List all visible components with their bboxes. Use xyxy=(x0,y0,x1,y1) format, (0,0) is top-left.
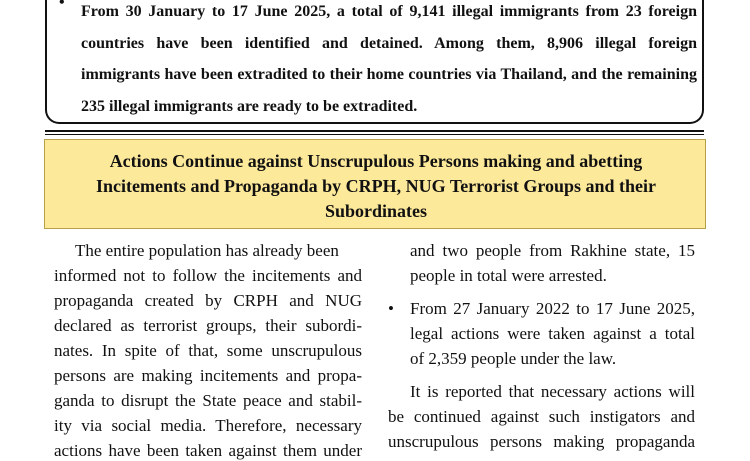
top-bullet-box xyxy=(45,0,704,124)
top-bullet-text: From 30 January to 17 June 2025, a total of 9,141 illegal immigrants from 23 foreign countries have been identified and detained. Among them, 8,906 illegal foreign immigrants have been extradited to their home countries via Thailand, and the remaining 235 illegal immigrants are ready to be extradited. xyxy=(81,3,697,115)
paragraph-line: unscrupulous persons making propaganda xyxy=(388,432,695,451)
paragraph-line: nates. In spite of that, some unscrupulous xyxy=(54,341,362,360)
bullet-marker: • xyxy=(388,299,394,318)
headline-line-1: Actions Continue against Unscrupulous Persons making and abetting xyxy=(109,151,643,171)
headline-box xyxy=(44,139,706,229)
paragraph-line: people in total were arrested. xyxy=(410,266,607,285)
paragraph-line: and two people from Rakhine state, 15 xyxy=(410,241,695,260)
bullet-line: From 27 January 2022 to 17 June 2025, xyxy=(410,299,695,318)
paragraph-line: actions have been taken against them under xyxy=(54,441,362,460)
paragraph-line: declared as terrorist groups, their subordi- xyxy=(54,316,362,335)
divider-thick xyxy=(45,130,704,132)
bullet-line: of 2,359 people under the law. xyxy=(410,349,617,368)
paragraph-line: ganda to disrupt the State peace and stabil- xyxy=(54,391,362,410)
paragraph-line: The entire population has already been xyxy=(75,241,339,260)
paragraph-line: It is reported that necessary actions will xyxy=(410,382,695,401)
paragraph-line: persons are making incitements and propa- xyxy=(54,366,362,385)
paragraph-line: be continued against such instigators and xyxy=(388,407,695,426)
headline-line-2: Incitements and Propaganda by CRPH, NUG Terrorist Groups and their xyxy=(95,176,657,196)
bullet-marker: • xyxy=(59,0,65,11)
paragraph-line: propaganda created by CRPH and NUG xyxy=(54,291,362,310)
paragraph-line: informed not to follow the incitements and xyxy=(54,266,362,285)
paragraph-line: ity via social media. Therefore, necessary xyxy=(54,416,362,435)
bullet-line: legal actions were taken against a total xyxy=(410,324,695,343)
headline-line-3: Subordinates xyxy=(324,201,428,221)
divider-thin xyxy=(45,134,704,135)
